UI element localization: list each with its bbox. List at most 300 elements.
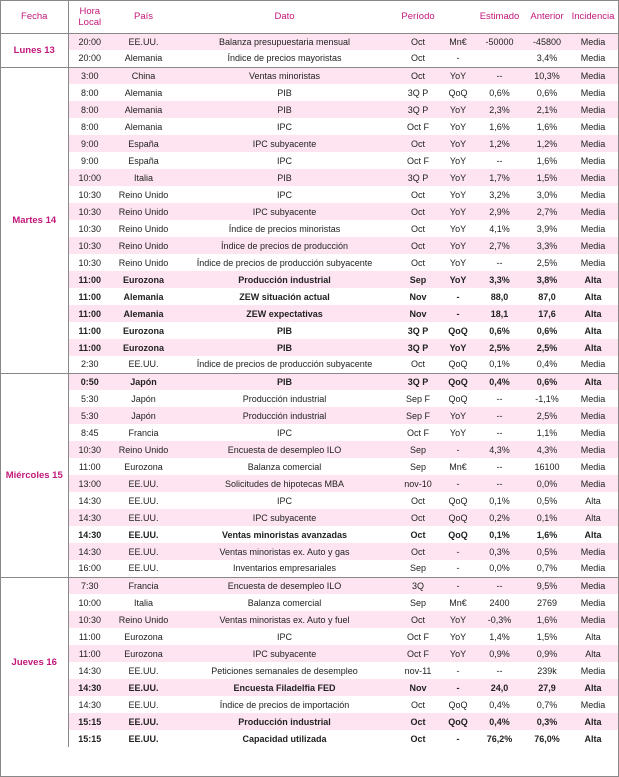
cell-unidad: - xyxy=(443,543,473,560)
cell-anterior: 2,5% xyxy=(526,407,568,424)
cell-dato: IPC subyacente xyxy=(176,509,393,526)
cell-pais: EE.UU. xyxy=(111,526,176,543)
table-row xyxy=(1,237,618,254)
cell-estimado: 0,6% xyxy=(473,84,526,101)
cell-estimado: 0,3% xyxy=(473,543,526,560)
table-row xyxy=(1,475,618,492)
cell-incidencia: Alta xyxy=(568,526,618,543)
cell-unidad: YoY xyxy=(443,101,473,118)
cell-dato: IPC xyxy=(176,152,393,169)
cell-pais: Eurozona xyxy=(111,628,176,645)
cell-periodo: Sep xyxy=(393,441,443,458)
cell-incidencia: Media xyxy=(568,152,618,169)
cell-incidencia: Alta xyxy=(568,730,618,747)
cell-incidencia: Media xyxy=(568,696,618,713)
cell-incidencia: Media xyxy=(568,594,618,611)
cell-periodo: Oct F xyxy=(393,424,443,441)
cell-unidad: YoY xyxy=(443,203,473,220)
cell-estimado: 0,4% xyxy=(473,713,526,730)
cell-pais: Italia xyxy=(111,169,176,186)
cell-pais: Reino Unido xyxy=(111,203,176,220)
day-label: Martes 14 xyxy=(1,67,68,373)
header-incidencia: Incidencia xyxy=(571,11,615,23)
table-row xyxy=(1,492,618,509)
cell-incidencia: Media xyxy=(568,560,618,577)
cell-anterior: 239k xyxy=(526,662,568,679)
cell-pais: Eurozona xyxy=(111,339,176,356)
cell-anterior: 1,5% xyxy=(526,169,568,186)
cell-estimado: 3,2% xyxy=(473,186,526,203)
cell-unidad: - xyxy=(443,662,473,679)
cell-hora: 3:00 xyxy=(68,67,111,84)
cell-anterior: 0,1% xyxy=(526,509,568,526)
cell-incidencia: Media xyxy=(568,577,618,594)
cell-hora: 13:00 xyxy=(68,475,111,492)
cell-estimado: -- xyxy=(473,390,526,407)
cell-periodo: Oct xyxy=(393,611,443,628)
cell-anterior: 1,6% xyxy=(526,611,568,628)
cell-unidad: - xyxy=(443,50,473,67)
cell-estimado: -- xyxy=(473,458,526,475)
cell-anterior: 3,0% xyxy=(526,186,568,203)
cell-incidencia: Alta xyxy=(568,288,618,305)
cell-incidencia: Media xyxy=(568,186,618,203)
cell-dato: Índice de precios mayoristas xyxy=(176,50,393,67)
cell-periodo: Oct xyxy=(393,526,443,543)
cell-hora: 14:30 xyxy=(68,492,111,509)
cell-periodo: 3Q P xyxy=(393,101,443,118)
cell-anterior: 1,6% xyxy=(526,118,568,135)
cell-estimado: -- xyxy=(473,254,526,271)
cell-unidad: - xyxy=(443,475,473,492)
cell-periodo: 3Q P xyxy=(393,169,443,186)
table-row xyxy=(1,424,618,441)
cell-estimado: 0,1% xyxy=(473,526,526,543)
table-row xyxy=(1,509,618,526)
cell-anterior: 1,5% xyxy=(526,628,568,645)
cell-estimado: 0,1% xyxy=(473,356,526,373)
cell-pais: EE.UU. xyxy=(111,543,176,560)
cell-unidad: Mn€ xyxy=(443,33,473,50)
cell-dato: PIB xyxy=(176,373,393,390)
cell-incidencia: Media xyxy=(568,543,618,560)
header-dato: Dato xyxy=(274,11,295,23)
table-row xyxy=(1,560,618,577)
table-row xyxy=(1,271,618,288)
cell-estimado: 2,9% xyxy=(473,203,526,220)
cell-incidencia: Media xyxy=(568,101,618,118)
cell-estimado: 1,7% xyxy=(473,169,526,186)
cell-unidad: YoY xyxy=(443,237,473,254)
cell-unidad: YoY xyxy=(443,152,473,169)
cell-incidencia: Media xyxy=(568,118,618,135)
cell-dato: Producción industrial xyxy=(176,390,393,407)
cell-dato: PIB xyxy=(176,339,393,356)
cell-anterior: -45800 xyxy=(526,33,568,50)
table-row xyxy=(1,339,618,356)
cell-unidad: YoY xyxy=(443,271,473,288)
cell-pais: EE.UU. xyxy=(111,730,176,747)
cell-anterior: 1,6% xyxy=(526,152,568,169)
cell-dato: Índice de precios de importación xyxy=(176,696,393,713)
cell-pais: Reino Unido xyxy=(111,186,176,203)
cell-pais: Eurozona xyxy=(111,322,176,339)
header-fecha: Fecha xyxy=(1,1,68,33)
table-row xyxy=(1,577,618,594)
cell-hora: 14:30 xyxy=(68,509,111,526)
cell-dato: Capacidad utilizada xyxy=(176,730,393,747)
cell-estimado: -50000 xyxy=(473,33,526,50)
cell-dato: IPC xyxy=(176,628,393,645)
cell-estimado: 76,2% xyxy=(473,730,526,747)
cell-pais: Alemania xyxy=(111,101,176,118)
cell-unidad: - xyxy=(443,577,473,594)
cell-hora: 11:00 xyxy=(68,645,111,662)
table-row xyxy=(1,526,618,543)
cell-anterior: 3,4% xyxy=(526,50,568,67)
table-row xyxy=(1,611,618,628)
table-row xyxy=(1,101,618,118)
cell-estimado: -- xyxy=(473,407,526,424)
cell-pais: Eurozona xyxy=(111,271,176,288)
cell-periodo: Oct xyxy=(393,135,443,152)
cell-hora: 14:30 xyxy=(68,662,111,679)
cell-dato: Solicitudes de hipotecas MBA xyxy=(176,475,393,492)
cell-pais: EE.UU. xyxy=(111,560,176,577)
cell-estimado: 0,4% xyxy=(473,373,526,390)
table-row xyxy=(1,84,618,101)
cell-unidad: QoQ xyxy=(443,696,473,713)
day-label: Lunes 13 xyxy=(1,33,68,67)
cell-periodo: Oct xyxy=(393,50,443,67)
cell-dato: PIB xyxy=(176,101,393,118)
cell-hora: 16:00 xyxy=(68,560,111,577)
cell-anterior: 2769 xyxy=(526,594,568,611)
cell-pais: China xyxy=(111,67,176,84)
cell-dato: Índice de precios minoristas xyxy=(176,220,393,237)
cell-periodo: Nov xyxy=(393,305,443,322)
cell-hora: 5:30 xyxy=(68,407,111,424)
cell-dato: Encuesta de desempleo ILO xyxy=(176,577,393,594)
cell-estimado: 0,4% xyxy=(473,696,526,713)
cell-hora: 10:30 xyxy=(68,237,111,254)
cell-hora: 11:00 xyxy=(68,628,111,645)
table-row xyxy=(1,407,618,424)
cell-hora: 8:00 xyxy=(68,84,111,101)
cell-estimado: 4,3% xyxy=(473,441,526,458)
cell-pais: Italia xyxy=(111,594,176,611)
cell-periodo: 3Q P xyxy=(393,339,443,356)
header-anterior: Anterior xyxy=(530,11,564,23)
cell-estimado: 1,2% xyxy=(473,135,526,152)
cell-anterior: 76,0% xyxy=(526,730,568,747)
cell-anterior: 4,3% xyxy=(526,441,568,458)
cell-estimado: 0,2% xyxy=(473,509,526,526)
cell-pais: Francia xyxy=(111,424,176,441)
cell-incidencia: Alta xyxy=(568,679,618,696)
cell-dato: Índice de precios de producción subyacente xyxy=(176,254,393,271)
table-row xyxy=(1,356,618,373)
cell-unidad: QoQ xyxy=(443,322,473,339)
cell-periodo: Oct xyxy=(393,730,443,747)
cell-pais: Reino Unido xyxy=(111,220,176,237)
cell-periodo: Oct xyxy=(393,203,443,220)
cell-dato: IPC xyxy=(176,118,393,135)
cell-estimado: -- xyxy=(473,662,526,679)
cell-incidencia: Media xyxy=(568,84,618,101)
cell-incidencia: Media xyxy=(568,33,618,50)
cell-unidad: YoY xyxy=(443,135,473,152)
cell-periodo: Sep xyxy=(393,271,443,288)
cell-unidad: Mn€ xyxy=(443,458,473,475)
cell-pais: Francia xyxy=(111,577,176,594)
cell-unidad: YoY xyxy=(443,339,473,356)
cell-incidencia: Alta xyxy=(568,492,618,509)
cell-pais: Alemania xyxy=(111,118,176,135)
table-row xyxy=(1,203,618,220)
cell-estimado: -- xyxy=(473,577,526,594)
cell-dato: PIB xyxy=(176,84,393,101)
cell-dato: Producción industrial xyxy=(176,271,393,288)
table-row xyxy=(1,118,618,135)
cell-pais: EE.UU. xyxy=(111,509,176,526)
cell-incidencia: Media xyxy=(568,50,618,67)
cell-periodo: Sep xyxy=(393,560,443,577)
cell-unidad: QoQ xyxy=(443,356,473,373)
cell-pais: EE.UU. xyxy=(111,696,176,713)
cell-unidad: YoY xyxy=(443,169,473,186)
cell-periodo: Oct xyxy=(393,237,443,254)
cell-pais: EE.UU. xyxy=(111,492,176,509)
cell-hora: 8:45 xyxy=(68,424,111,441)
cell-anterior: 27,9 xyxy=(526,679,568,696)
cell-periodo: Nov xyxy=(393,288,443,305)
cell-incidencia: Alta xyxy=(568,713,618,730)
cell-estimado: -- xyxy=(473,67,526,84)
cell-unidad: - xyxy=(443,305,473,322)
cell-anterior: 10,3% xyxy=(526,67,568,84)
cell-unidad: - xyxy=(443,560,473,577)
day-label: Jueves 16 xyxy=(1,577,68,747)
cell-dato: Ventas minoristas ex. Auto y gas xyxy=(176,543,393,560)
cell-estimado: 3,3% xyxy=(473,271,526,288)
cell-anterior: 0,5% xyxy=(526,543,568,560)
table-row xyxy=(1,662,618,679)
cell-hora: 5:30 xyxy=(68,390,111,407)
cell-hora: 11:00 xyxy=(68,271,111,288)
cell-periodo: 3Q P xyxy=(393,84,443,101)
table-row xyxy=(1,713,618,730)
cell-anterior: 0,0% xyxy=(526,475,568,492)
table-row xyxy=(1,50,618,67)
cell-hora: 10:30 xyxy=(68,611,111,628)
cell-dato: IPC xyxy=(176,492,393,509)
cell-pais: Japón xyxy=(111,390,176,407)
cell-pais: Reino Unido xyxy=(111,441,176,458)
cell-dato: Producción industrial xyxy=(176,713,393,730)
header-pais: País xyxy=(133,11,153,23)
cell-hora: 7:30 xyxy=(68,577,111,594)
cell-unidad: YoY xyxy=(443,186,473,203)
cell-dato: IPC subyacente xyxy=(176,203,393,220)
cell-hora: 20:00 xyxy=(68,50,111,67)
cell-dato: ZEW situación actual xyxy=(176,288,393,305)
header-unidad xyxy=(443,1,473,33)
cell-incidencia: Alta xyxy=(568,628,618,645)
table-row xyxy=(1,730,618,747)
cell-periodo: Oct xyxy=(393,696,443,713)
cell-pais: España xyxy=(111,152,176,169)
table-row xyxy=(1,696,618,713)
cell-pais: Japón xyxy=(111,407,176,424)
table-row xyxy=(1,288,618,305)
cell-hora: 11:00 xyxy=(68,339,111,356)
cell-hora: 10:30 xyxy=(68,186,111,203)
cell-dato: IPC xyxy=(176,424,393,441)
cell-incidencia: Media xyxy=(568,254,618,271)
cell-periodo: 3Q P xyxy=(393,373,443,390)
cell-unidad: YoY xyxy=(443,118,473,135)
cell-anterior: 2,7% xyxy=(526,203,568,220)
cell-periodo: Oct F xyxy=(393,628,443,645)
cell-estimado: -- xyxy=(473,424,526,441)
cell-hora: 15:15 xyxy=(68,730,111,747)
cell-anterior: 0,7% xyxy=(526,560,568,577)
cell-unidad: YoY xyxy=(443,407,473,424)
table-row xyxy=(1,628,618,645)
cell-anterior: 17,6 xyxy=(526,305,568,322)
cell-incidencia: Media xyxy=(568,424,618,441)
cell-incidencia: Media xyxy=(568,169,618,186)
cell-periodo: Sep xyxy=(393,594,443,611)
cell-estimado: 2,3% xyxy=(473,101,526,118)
cell-anterior: 0,3% xyxy=(526,713,568,730)
cell-pais: España xyxy=(111,135,176,152)
cell-periodo: Oct F xyxy=(393,118,443,135)
cell-incidencia: Alta xyxy=(568,322,618,339)
header-row xyxy=(1,1,618,33)
cell-estimado: 4,1% xyxy=(473,220,526,237)
cell-anterior: 1,6% xyxy=(526,526,568,543)
cell-periodo: Oct xyxy=(393,33,443,50)
cell-dato: Ventas minoristas avanzadas xyxy=(176,526,393,543)
cell-anterior: 1,1% xyxy=(526,424,568,441)
table-row xyxy=(1,679,618,696)
cell-hora: 11:00 xyxy=(68,288,111,305)
cell-hora: 15:15 xyxy=(68,713,111,730)
cell-anterior: 3,9% xyxy=(526,220,568,237)
cell-estimado xyxy=(473,50,526,67)
cell-unidad: - xyxy=(443,730,473,747)
cell-unidad: - xyxy=(443,288,473,305)
cell-hora: 11:00 xyxy=(68,322,111,339)
table-row xyxy=(1,220,618,237)
cell-hora: 9:00 xyxy=(68,135,111,152)
cell-estimado: 2400 xyxy=(473,594,526,611)
cell-anterior: 3,3% xyxy=(526,237,568,254)
cell-periodo: nov-11 xyxy=(393,662,443,679)
cell-dato: IPC subyacente xyxy=(176,135,393,152)
cell-incidencia: Media xyxy=(568,611,618,628)
calendar-body xyxy=(1,33,618,747)
cell-periodo: nov-10 xyxy=(393,475,443,492)
table-row xyxy=(1,373,618,390)
cell-incidencia: Media xyxy=(568,662,618,679)
cell-estimado: 18,1 xyxy=(473,305,526,322)
cell-anterior: 3,8% xyxy=(526,271,568,288)
cell-periodo: 3Q xyxy=(393,577,443,594)
cell-pais: EE.UU. xyxy=(111,662,176,679)
cell-incidencia: Media xyxy=(568,390,618,407)
cell-incidencia: Media xyxy=(568,220,618,237)
cell-pais: EE.UU. xyxy=(111,713,176,730)
cell-hora: 10:00 xyxy=(68,169,111,186)
cell-incidencia: Media xyxy=(568,441,618,458)
cell-unidad: - xyxy=(443,679,473,696)
cell-incidencia: Alta xyxy=(568,373,618,390)
cell-estimado: 1,6% xyxy=(473,118,526,135)
cell-unidad: Mn€ xyxy=(443,594,473,611)
cell-unidad: YoY xyxy=(443,645,473,662)
cell-hora: 10:30 xyxy=(68,203,111,220)
cell-estimado: 0,1% xyxy=(473,492,526,509)
cell-anterior: 0,6% xyxy=(526,322,568,339)
cell-periodo: 3Q P xyxy=(393,322,443,339)
cell-hora: 10:00 xyxy=(68,594,111,611)
cell-hora: 10:30 xyxy=(68,441,111,458)
cell-incidencia: Media xyxy=(568,203,618,220)
cell-anterior: -1,1% xyxy=(526,390,568,407)
cell-anterior: 0,5% xyxy=(526,492,568,509)
table-row xyxy=(1,645,618,662)
cell-periodo: Oct xyxy=(393,492,443,509)
cell-hora: 14:30 xyxy=(68,543,111,560)
cell-dato: PIB xyxy=(176,169,393,186)
table-row xyxy=(1,169,618,186)
cell-pais: Eurozona xyxy=(111,458,176,475)
cell-anterior: 0,9% xyxy=(526,645,568,662)
cell-unidad: YoY xyxy=(443,424,473,441)
table-row xyxy=(1,441,618,458)
cell-estimado: 2,7% xyxy=(473,237,526,254)
table-row xyxy=(1,135,618,152)
cell-unidad: QoQ xyxy=(443,492,473,509)
cell-unidad: QoQ xyxy=(443,390,473,407)
table-row xyxy=(1,33,618,50)
cell-pais: Reino Unido xyxy=(111,237,176,254)
cell-estimado: 1,4% xyxy=(473,628,526,645)
cell-unidad: YoY xyxy=(443,611,473,628)
cell-incidencia: Alta xyxy=(568,509,618,526)
cell-hora: 20:00 xyxy=(68,33,111,50)
cell-unidad: YoY xyxy=(443,67,473,84)
cell-hora: 11:00 xyxy=(68,458,111,475)
cell-pais: EE.UU. xyxy=(111,475,176,492)
cell-dato: Encuesta de desempleo ILO xyxy=(176,441,393,458)
table-row xyxy=(1,254,618,271)
cell-periodo: Sep F xyxy=(393,390,443,407)
cell-pais: Alemania xyxy=(111,288,176,305)
cell-anterior: 2,5% xyxy=(526,254,568,271)
table-row xyxy=(1,390,618,407)
cell-periodo: Oct F xyxy=(393,152,443,169)
cell-anterior: 0,6% xyxy=(526,373,568,390)
cell-dato: PIB xyxy=(176,322,393,339)
header-hora: Hora Local xyxy=(78,5,102,28)
cell-dato: Ventas minoristas ex. Auto y fuel xyxy=(176,611,393,628)
cell-incidencia: Alta xyxy=(568,305,618,322)
cell-estimado: 88,0 xyxy=(473,288,526,305)
